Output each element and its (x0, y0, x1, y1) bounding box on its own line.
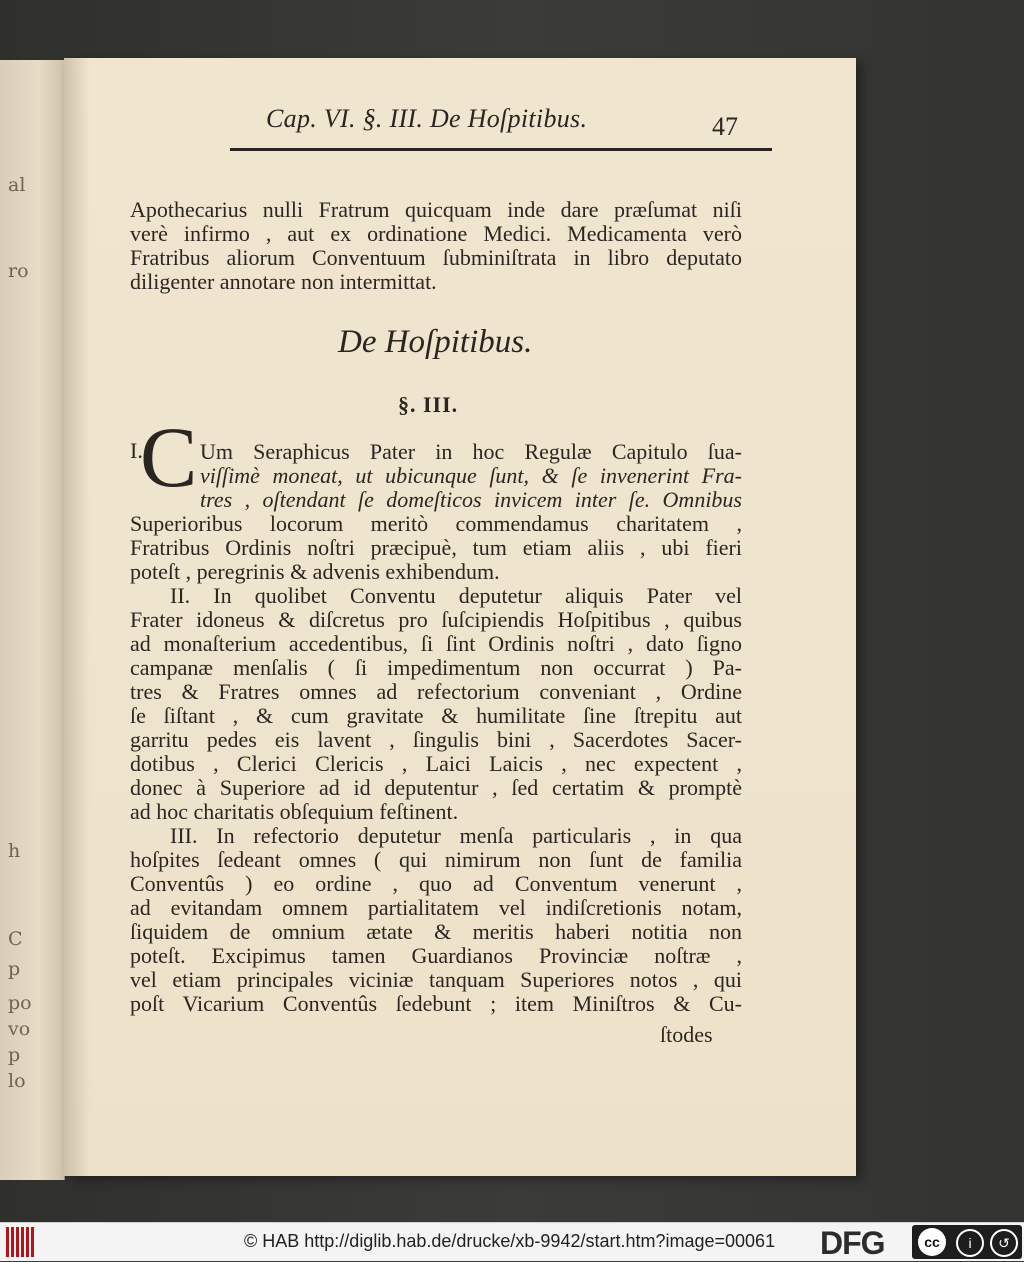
page-number: 47 (712, 112, 738, 141)
facing-page-fragment: al (8, 174, 26, 196)
text-line: ſiquidem de omnium ætate & meritis haberi notitia non (130, 919, 742, 944)
text-line: ad evitandam omnem partialitatem vel indiſcretionis notam, (130, 895, 742, 920)
text-line: ad monaſterium accedentibus, ſi ſint Ordinis noſtri , dato ſigno (130, 631, 742, 656)
viewer-footer (0, 1222, 1024, 1261)
text-line: verè infirmo , aut ex ordinatione Medici. Medicamenta verò (130, 221, 742, 246)
catchword: ſtodes (660, 1022, 713, 1047)
text-line: poteſt. Excipimus tamen Guardianos Provinciæ noſtræ , (130, 943, 742, 968)
facing-page-fragment: ro (8, 260, 29, 282)
facing-page-fragment: po (8, 992, 32, 1014)
running-head-title: Cap. VI. §. III. De Hoſpitibus. (266, 104, 588, 133)
text-line: Superioribus locorum meritò commendamus charitatem , (130, 511, 742, 536)
text-line: dotibus , Clerici Clericis , Laici Laicis , nec expectent , (130, 751, 742, 776)
text-line: III. In refectorio deputetur menſa particularis , in qua (170, 823, 742, 848)
text-line: Fratribus Ordinis noſtri præcipuè, tum etiam aliis , ubi fieri (130, 535, 742, 560)
text-line: Frater idoneus & diſcretus pro ſuſcipiendis Hoſpitibus , quibus (130, 607, 742, 632)
text-line: donec à Superiore ad id deputentur , ſed certatim & promptè (130, 775, 742, 800)
text-line: Um Seraphicus Pater in hoc Regulæ Capitulo ſua- (200, 439, 742, 464)
paragraph-1-indented (200, 440, 742, 512)
text-line: Apothecarius nulli Fratrum quicquam inde dare præſumat niſi (130, 197, 742, 222)
text-line: viſſimè moneat, ut ubicunque ſunt, & ſe invenerint Fra- (200, 463, 742, 488)
facing-page-fragment: p (8, 958, 21, 980)
section-number: §. III. (398, 392, 459, 417)
text-line: tres , oſtendant ſe domeſticos invicem inter ſe. Omnibus (200, 487, 742, 512)
cc-icon: cc (918, 1228, 946, 1256)
by-icon: i (956, 1229, 984, 1257)
hab-logo-icon (6, 1227, 40, 1257)
facing-page-edge (0, 60, 65, 1180)
facing-page-fragment: h (8, 840, 21, 862)
drop-cap: C (140, 409, 198, 505)
text-line: campanæ menſalis ( ſi impedimentum non occurrat ) Pa- (130, 655, 742, 680)
text-line: Fratribus aliorum Conventuum ſubminiſtrata in libro deputato (130, 245, 742, 270)
facing-page-fragment: C (8, 928, 23, 950)
text-line: garritu pedes eis lavent , ſingulis bini , Sacerdotes Sacer- (130, 727, 742, 752)
facing-page-fragment: p (8, 1044, 21, 1066)
text-line: poſt Vicarium Conventûs ſedebunt ; item Miniſtros & Cu- (130, 991, 742, 1016)
text-line: vel etiam principales viciniæ tanquam Superiores notos , qui (130, 967, 742, 992)
paragraph-1-body (130, 512, 742, 584)
header-rule (230, 148, 772, 151)
text-line: ſe ſiſtant , & cum gravitate & humilitate ſine ſtrepitu aut (130, 703, 742, 728)
paragraph-2 (130, 584, 742, 824)
section-title: De Hoſpitibus. (338, 324, 533, 360)
text-line: poteſt , peregrinis & advenis exhibendum. (130, 559, 500, 584)
dfg-logo: DFG (820, 1225, 885, 1261)
text-line: ad hoc charitatis obſequium feſtinent. (130, 799, 459, 824)
facing-page-fragment: lo (8, 1070, 26, 1092)
running-head (180, 104, 790, 152)
paragraph-number: I. (130, 438, 143, 463)
text-line: diligenter annotare non intermittat. (130, 269, 437, 294)
copyright-link[interactable]: © HAB http://diglib.hab.de/drucke/xb-9942/start.htm?image=00061 (244, 1231, 776, 1251)
facing-page-fragment: vo (8, 1018, 31, 1040)
cc-license-badge[interactable] (912, 1225, 1022, 1259)
share-alike-icon: ↺ (990, 1229, 1018, 1257)
text-line: II. In quolibet Conventu deputetur aliquis Pater vel (170, 583, 742, 608)
text-line: hoſpites ſedeant omnes ( qui nimirum non ſunt de familia (130, 847, 742, 872)
text-line: Conventûs ) eo ordine , quo ad Conventum venerunt , (130, 871, 742, 896)
text-line: tres & Fratres omnes ad refectorium conveniant , Ordine (130, 679, 742, 704)
top-paragraph (130, 198, 742, 294)
paragraph-3 (130, 824, 742, 1016)
